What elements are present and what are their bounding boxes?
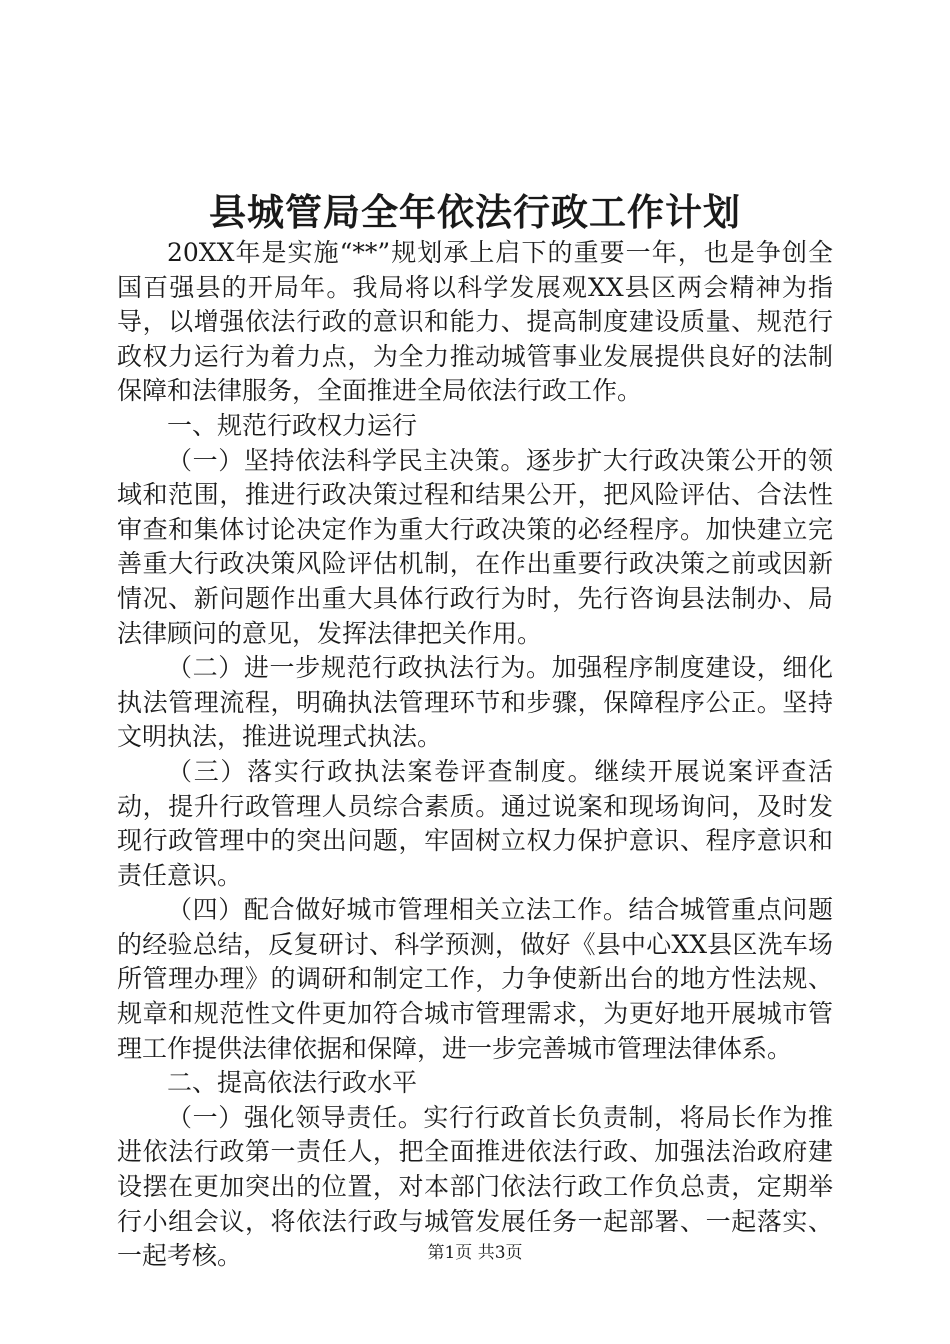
section-heading-1: 一、规范行政权力运行 (167, 410, 418, 440)
body-paragraph: （四）配合做好城市管理相关立法工作。结合城管重点问题的经验总结，反复研讨、科学预测，做好《县中心XX县区洗车场所管理办理》的调研和制定工作，力争使新出台的地方性法规、规章和规范性文件更加符合城市管理需求，为更好地开展城市管理工作提供法律依据和保障，进一步完善城市管理法律体系。 (117, 895, 833, 1063)
body-paragraph: （一）强化领导责任。实行行政首长负责制，将局长作为推进依法行政第一责任人，把全面推进依法行政、加强法治政府建设摆在更加突出的位置，对本部门依法行政工作负总责，定期举行小组会议，将依法行政与城管发展任务一起部署、一起落实、一起考核。 (117, 1102, 833, 1271)
body-paragraph: （二）进一步规范行政执法行为。加强程序制度建设，细化执法管理流程，明确执法管理环节和步骤，保障程序公正。坚持文明执法，推进说理式执法。 (117, 653, 833, 752)
body-paragraph: （一）坚持依法科学民主决策。逐步扩大行政决策公开的领域和范围，推进行政决策过程和结果公开，把风险评估、合法性审查和集体讨论决定作为重大行政决策的必经程序。加快建立完善重大行政决策风险评估机制，在作出重要行政决策之前或因新情况、新问题作出重大具体行政行为时，先行咨询县法制办、局法律顾问的意见，发挥法律把关作用。 (117, 445, 833, 648)
page-footer: 第1页 共3页 (427, 1243, 523, 1263)
document-title: 县城管局全年依法行政工作计划 (209, 190, 741, 234)
body-paragraph: （三）落实行政执法案卷评查制度。继续开展说案评查活动，提升行政管理人员综合素质。通过说案和现场询问，及时发现行政管理中的突出问题，牢固树立权力保护意识、程序意识和责任意识。 (117, 756, 833, 890)
intro-paragraph: 20XX年是实施“**”规划承上启下的重要一年，也是争创全国百强县的开局年。我局将以科学发展观XX县区两会精神为指导，以增强依法行政的意识和能力、提高制度建设质量、规范行政权力运行为着力点，为全力推动城管事业发展提供良好的法制保障和法律服务，全面推进全局依法行政工作。 (117, 238, 833, 406)
section-heading-2: 二、提高依法行政水平 (167, 1068, 418, 1098)
document-body (117, 236, 833, 1274)
